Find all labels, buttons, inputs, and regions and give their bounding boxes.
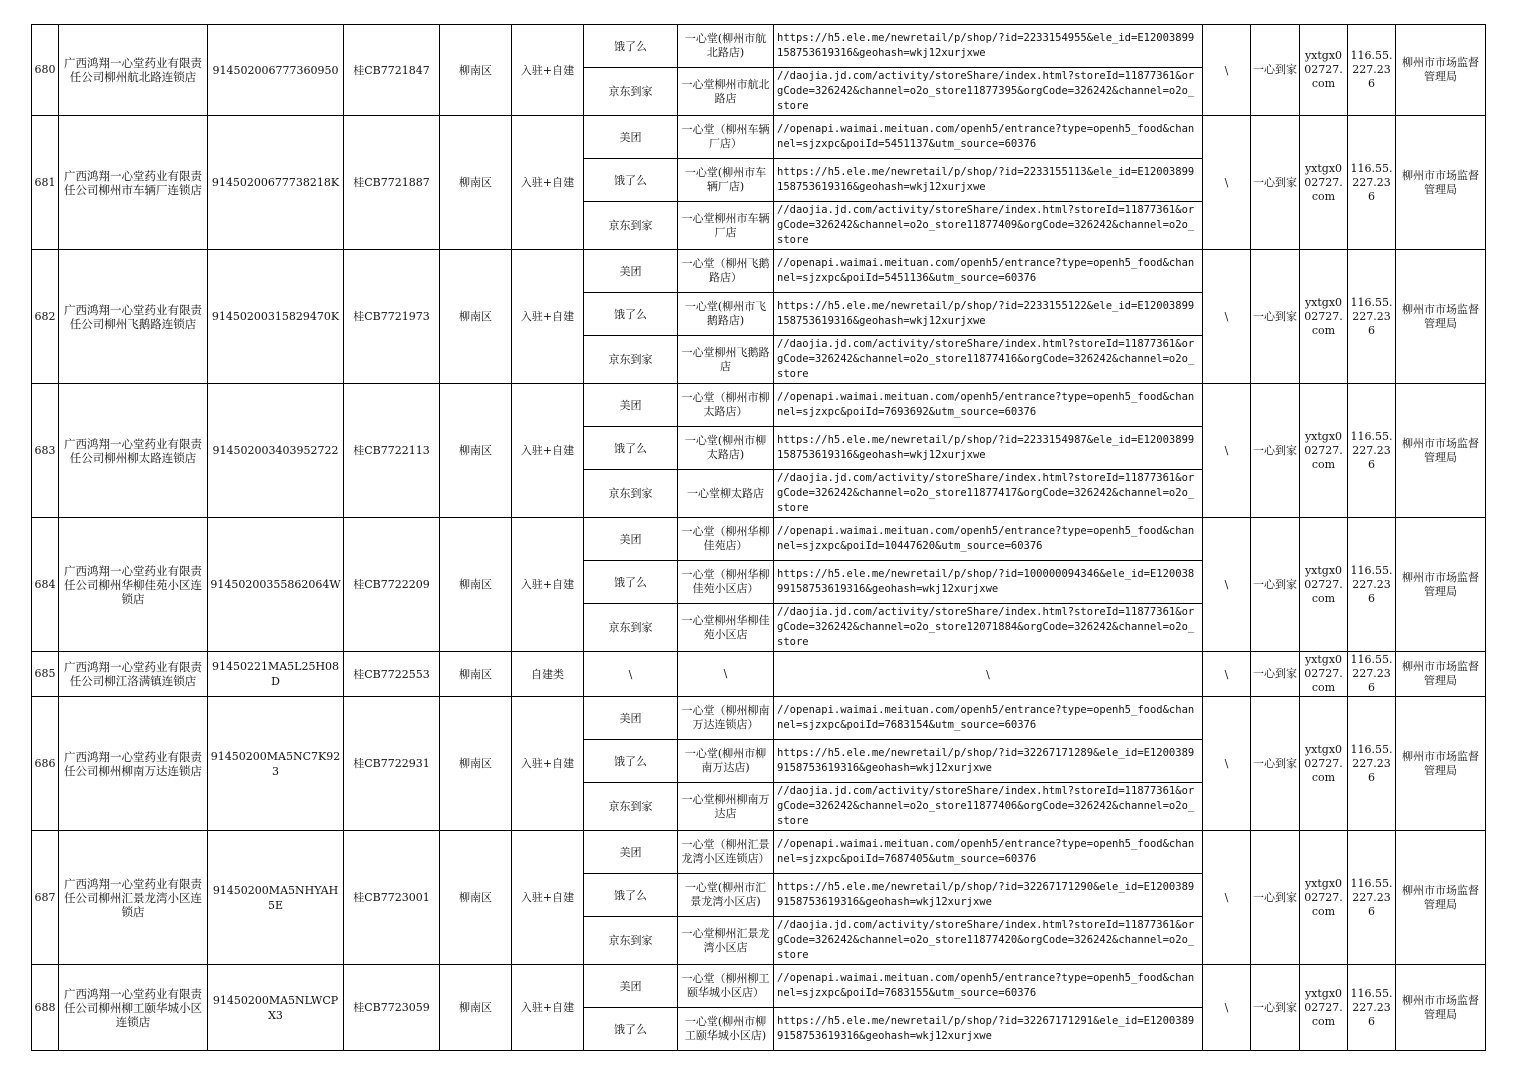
ip-address-cell: 116.55.227.236 [1348, 518, 1396, 652]
slash-cell: \ [1203, 250, 1251, 384]
store-url-cell: \ [774, 652, 1203, 697]
authority-cell: 柳州市市场监督管理局 [1396, 652, 1486, 697]
company-name-cell: 广西鸿翔一心堂药业有限责任公司柳州华柳佳苑小区连锁店 [59, 518, 208, 652]
district-cell: 柳南区 [440, 965, 512, 1051]
store-name-cell: \ [678, 652, 774, 697]
store-url-cell: https://h5.ele.me/newretail/p/shop/?id=2233155113&ele_id=E12003899158753619316&geohash=wkj12xurjxwe [774, 159, 1203, 202]
table-row [32, 965, 1486, 1008]
store-url-cell: https://h5.ele.me/newretail/p/shop/?id=32267171289&ele_id=E12003899158753619316&geohash=wkj12xurjxwe [774, 740, 1203, 783]
store-url-cell: https://h5.ele.me/newretail/p/shop/?id=2233154987&ele_id=E12003899158753619316&geohash=wkj12xurjxwe [774, 427, 1203, 470]
row-number-cell: 685 [32, 652, 59, 697]
table-row [32, 25, 1486, 68]
platform-cell: 美团 [584, 697, 678, 740]
store-url-cell: //openapi.waimai.meituan.com/openh5/entrance?type=openh5_food&channel=sjzxpc&poiId=7693692&utm_source=60376 [774, 384, 1203, 427]
store-url-cell: //openapi.waimai.meituan.com/openh5/entrance?type=openh5_food&channel=sjzxpc&poiId=7687405&utm_source=60376 [774, 831, 1203, 874]
license-number-cell: 桂CB7722931 [344, 697, 440, 831]
store-url-cell: https://h5.ele.me/newretail/p/shop/?id=2233155122&ele_id=E12003899158753619316&geohash=wkj12xurjxwe [774, 293, 1203, 336]
row-number-cell: 680 [32, 25, 59, 116]
authority-cell: 柳州市市场监督管理局 [1396, 831, 1486, 965]
company-name-cell: 广西鸿翔一心堂药业有限责任公司柳州飞鹅路连锁店 [59, 250, 208, 384]
platform-cell: 美团 [584, 518, 678, 561]
app-name-cell: 一心到家 [1251, 25, 1300, 116]
store-name-cell: 一心堂柳太路店 [678, 470, 774, 518]
table-row [32, 652, 1486, 697]
slash-cell: \ [1203, 518, 1251, 652]
platform-cell: 饿了么 [584, 561, 678, 604]
store-url-cell: https://h5.ele.me/newretail/p/shop/?id=32267171290&ele_id=E12003899158753619316&geohash=wkj12xurjxwe [774, 874, 1203, 917]
platform-cell: 京东到家 [584, 917, 678, 965]
license-number-cell: 桂CB7722113 [344, 384, 440, 518]
table-row [32, 518, 1486, 561]
operation-mode-cell: 入驻+自建 [512, 518, 584, 652]
store-url-cell: https://h5.ele.me/newretail/p/shop/?id=2233154955&ele_id=E12003899158753619316&geohash=wkj12xurjxwe [774, 25, 1203, 68]
credit-code-cell: 91450200MA5NC7K923 [208, 697, 344, 831]
domain-cell: yxtgx002727.com [1300, 518, 1348, 652]
store-name-cell: 一心堂（柳州柳南万达连锁店） [678, 697, 774, 740]
company-name-cell: 广西鸿翔一心堂药业有限责任公司柳州柳工颐华城小区连锁店 [59, 965, 208, 1051]
operation-mode-cell: 入驻+自建 [512, 250, 584, 384]
store-url-cell: //daojia.jd.com/activity/storeShare/index.html?storeId=11877361&orgCode=326242&channel=o2o_store11877395&orgCode=326242&channel=o2o_store [774, 68, 1203, 116]
district-cell: 柳南区 [440, 831, 512, 965]
credit-code-cell: 91450200677738218K [208, 116, 344, 250]
store-url-cell: //daojia.jd.com/activity/storeShare/index.html?storeId=11877361&orgCode=326242&channel=o2o_store12071884&orgCode=326242&channel=o2o_store [774, 604, 1203, 652]
license-number-cell: 桂CB7721887 [344, 116, 440, 250]
operation-mode-cell: 入驻+自建 [512, 965, 584, 1051]
authority-cell: 柳州市市场监督管理局 [1396, 116, 1486, 250]
platform-cell: 饿了么 [584, 159, 678, 202]
license-number-cell: 桂CB7722553 [344, 652, 440, 697]
store-name-cell: 一心堂（柳州汇景龙湾小区连锁店） [678, 831, 774, 874]
store-url-cell: //openapi.waimai.meituan.com/openh5/entrance?type=openh5_food&channel=sjzxpc&poiId=7683154&utm_source=60376 [774, 697, 1203, 740]
authority-cell: 柳州市市场监督管理局 [1396, 250, 1486, 384]
license-number-cell: 桂CB7723059 [344, 965, 440, 1051]
store-url-cell: //openapi.waimai.meituan.com/openh5/entrance?type=openh5_food&channel=sjzxpc&poiId=7683155&utm_source=60376 [774, 965, 1203, 1008]
license-number-cell: 桂CB7721973 [344, 250, 440, 384]
domain-cell: yxtgx002727.com [1300, 250, 1348, 384]
operation-mode-cell: 自建类 [512, 652, 584, 697]
platform-cell: 美团 [584, 384, 678, 427]
row-number-cell: 682 [32, 250, 59, 384]
credit-code-cell: 91450200MA5NHYAH5E [208, 831, 344, 965]
ip-address-cell: 116.55.227.236 [1348, 250, 1396, 384]
platform-cell: \ [584, 652, 678, 697]
domain-cell: yxtgx002727.com [1300, 25, 1348, 116]
authority-cell: 柳州市市场监督管理局 [1396, 518, 1486, 652]
store-url-cell: //openapi.waimai.meituan.com/openh5/entrance?type=openh5_food&channel=sjzxpc&poiId=5451136&utm_source=60376 [774, 250, 1203, 293]
domain-cell: yxtgx002727.com [1300, 697, 1348, 831]
store-name-cell: 一心堂（柳州华柳佳苑小区店） [678, 561, 774, 604]
store-name-cell: 一心堂柳州市车辆厂店 [678, 202, 774, 250]
domain-cell: yxtgx002727.com [1300, 384, 1348, 518]
platform-cell: 美团 [584, 116, 678, 159]
store-url-cell: //openapi.waimai.meituan.com/openh5/entrance?type=openh5_food&channel=sjzxpc&poiId=5451137&utm_source=60376 [774, 116, 1203, 159]
operation-mode-cell: 入驻+自建 [512, 384, 584, 518]
app-name-cell: 一心到家 [1251, 250, 1300, 384]
platform-cell: 美团 [584, 250, 678, 293]
platform-cell: 饿了么 [584, 293, 678, 336]
store-name-cell: 一心堂(柳州市柳工颐华城小区店) [678, 1008, 774, 1051]
store-name-cell: 一心堂(柳州市柳太路店) [678, 427, 774, 470]
domain-cell: yxtgx002727.com [1300, 116, 1348, 250]
store-name-cell: 一心堂(柳州市车辆厂店) [678, 159, 774, 202]
operation-mode-cell: 入驻+自建 [512, 25, 584, 116]
slash-cell: \ [1203, 652, 1251, 697]
store-name-cell: 一心堂（柳州飞鹅路店） [678, 250, 774, 293]
domain-cell: yxtgx002727.com [1300, 652, 1348, 697]
ip-address-cell: 116.55.227.236 [1348, 384, 1396, 518]
operation-mode-cell: 入驻+自建 [512, 831, 584, 965]
slash-cell: \ [1203, 25, 1251, 116]
district-cell: 柳南区 [440, 518, 512, 652]
district-cell: 柳南区 [440, 250, 512, 384]
ip-address-cell: 116.55.227.236 [1348, 652, 1396, 697]
ip-address-cell: 116.55.227.236 [1348, 116, 1396, 250]
platform-cell: 京东到家 [584, 68, 678, 116]
company-name-cell: 广西鸿翔一心堂药业有限责任公司柳州柳太路连锁店 [59, 384, 208, 518]
authority-cell: 柳州市市场监督管理局 [1396, 384, 1486, 518]
store-url-cell: //daojia.jd.com/activity/storeShare/index.html?storeId=11877361&orgCode=326242&channel=o2o_store11877417&orgCode=326242&channel=o2o_store [774, 470, 1203, 518]
store-url-cell: //daojia.jd.com/activity/storeShare/index.html?storeId=11877361&orgCode=326242&channel=o2o_store11877416&orgCode=326242&channel=o2o_store [774, 336, 1203, 384]
company-name-cell: 广西鸿翔一心堂药业有限责任公司柳州汇景龙湾小区连锁店 [59, 831, 208, 965]
license-number-cell: 桂CB7722209 [344, 518, 440, 652]
table-row [32, 697, 1486, 740]
platform-cell: 京东到家 [584, 604, 678, 652]
platform-cell: 京东到家 [584, 202, 678, 250]
platform-cell: 美团 [584, 831, 678, 874]
store-name-cell: 一心堂柳州市航北路店 [678, 68, 774, 116]
slash-cell: \ [1203, 116, 1251, 250]
ip-address-cell: 116.55.227.236 [1348, 697, 1396, 831]
slash-cell: \ [1203, 384, 1251, 518]
platform-cell: 京东到家 [584, 336, 678, 384]
slash-cell: \ [1203, 697, 1251, 831]
credit-code-cell: 914502003403952722 [208, 384, 344, 518]
store-registry-table [31, 24, 1486, 1051]
credit-code-cell: 91450200315829470K [208, 250, 344, 384]
ip-address-cell: 116.55.227.236 [1348, 831, 1396, 965]
store-name-cell: 一心堂（柳州车辆厂店） [678, 116, 774, 159]
store-name-cell: 一心堂（柳州市柳太路店） [678, 384, 774, 427]
row-number-cell: 687 [32, 831, 59, 965]
row-number-cell: 688 [32, 965, 59, 1051]
operation-mode-cell: 入驻+自建 [512, 116, 584, 250]
store-url-cell: //daojia.jd.com/activity/storeShare/index.html?storeId=11877361&orgCode=326242&channel=o2o_store11877420&orgCode=326242&channel=o2o_store [774, 917, 1203, 965]
store-url-cell: //openapi.waimai.meituan.com/openh5/entrance?type=openh5_food&channel=sjzxpc&poiId=10447620&utm_source=60376 [774, 518, 1203, 561]
store-name-cell: 一心堂(柳州市汇景龙湾小区店) [678, 874, 774, 917]
table-body [32, 25, 1486, 1051]
credit-code-cell: 91450221MA5L25H08D [208, 652, 344, 697]
row-number-cell: 686 [32, 697, 59, 831]
store-url-cell: https://h5.ele.me/newretail/p/shop/?id=32267171291&ele_id=E12003899158753619316&geohash=wkj12xurjxwe [774, 1008, 1203, 1051]
store-name-cell: 一心堂（柳州华柳佳苑店） [678, 518, 774, 561]
store-name-cell: 一心堂（柳州柳工颐华城小区店） [678, 965, 774, 1008]
platform-cell: 美团 [584, 965, 678, 1008]
district-cell: 柳南区 [440, 116, 512, 250]
app-name-cell: 一心到家 [1251, 116, 1300, 250]
store-name-cell: 一心堂(柳州市航北路店) [678, 25, 774, 68]
store-name-cell: 一心堂(柳州市飞鹅路店) [678, 293, 774, 336]
authority-cell: 柳州市市场监督管理局 [1396, 965, 1486, 1051]
store-name-cell: 一心堂柳州华柳佳苑小区店 [678, 604, 774, 652]
operation-mode-cell: 入驻+自建 [512, 697, 584, 831]
platform-cell: 饿了么 [584, 874, 678, 917]
ip-address-cell: 116.55.227.236 [1348, 965, 1396, 1051]
credit-code-cell: 91450200355862064W [208, 518, 344, 652]
store-name-cell: 一心堂柳州飞鹅路店 [678, 336, 774, 384]
district-cell: 柳南区 [440, 25, 512, 116]
domain-cell: yxtgx002727.com [1300, 831, 1348, 965]
license-number-cell: 桂CB7723001 [344, 831, 440, 965]
app-name-cell: 一心到家 [1251, 965, 1300, 1051]
store-url-cell: //daojia.jd.com/activity/storeShare/index.html?storeId=11877361&orgCode=326242&channel=o2o_store11877406&orgCode=326242&channel=o2o_store [774, 783, 1203, 831]
table-row [32, 250, 1486, 293]
row-number-cell: 683 [32, 384, 59, 518]
platform-cell: 京东到家 [584, 470, 678, 518]
company-name-cell: 广西鸿翔一心堂药业有限责任公司柳州柳南万达连锁店 [59, 697, 208, 831]
platform-cell: 饿了么 [584, 427, 678, 470]
district-cell: 柳南区 [440, 384, 512, 518]
row-number-cell: 681 [32, 116, 59, 250]
credit-code-cell: 91450200MA5NLWCPX3 [208, 965, 344, 1051]
slash-cell: \ [1203, 831, 1251, 965]
platform-cell: 饿了么 [584, 1008, 678, 1051]
store-url-cell: //daojia.jd.com/activity/storeShare/index.html?storeId=11877361&orgCode=326242&channel=o2o_store11877409&orgCode=326242&channel=o2o_store [774, 202, 1203, 250]
platform-cell: 饿了么 [584, 25, 678, 68]
store-name-cell: 一心堂柳州汇景龙湾小区店 [678, 917, 774, 965]
credit-code-cell: 914502006777360950 [208, 25, 344, 116]
domain-cell: yxtgx002727.com [1300, 965, 1348, 1051]
platform-cell: 饿了么 [584, 740, 678, 783]
app-name-cell: 一心到家 [1251, 518, 1300, 652]
table-row [32, 384, 1486, 427]
district-cell: 柳南区 [440, 697, 512, 831]
company-name-cell: 广西鸿翔一心堂药业有限责任公司柳州航北路连锁店 [59, 25, 208, 116]
app-name-cell: 一心到家 [1251, 384, 1300, 518]
ip-address-cell: 116.55.227.236 [1348, 25, 1396, 116]
authority-cell: 柳州市市场监督管理局 [1396, 697, 1486, 831]
slash-cell: \ [1203, 965, 1251, 1051]
table-row [32, 116, 1486, 159]
authority-cell: 柳州市市场监督管理局 [1396, 25, 1486, 116]
store-name-cell: 一心堂柳州柳南万达店 [678, 783, 774, 831]
company-name-cell: 广西鸿翔一心堂药业有限责任公司柳江洛满镇连锁店 [59, 652, 208, 697]
company-name-cell: 广西鸿翔一心堂药业有限责任公司柳州市车辆厂连锁店 [59, 116, 208, 250]
app-name-cell: 一心到家 [1251, 831, 1300, 965]
app-name-cell: 一心到家 [1251, 652, 1300, 697]
table-row [32, 831, 1486, 874]
license-number-cell: 桂CB7721847 [344, 25, 440, 116]
app-name-cell: 一心到家 [1251, 697, 1300, 831]
district-cell: 柳南区 [440, 652, 512, 697]
store-url-cell: https://h5.ele.me/newretail/p/shop/?id=100000094346&ele_id=E12003899158753619316&geohash=wkj12xurjxwe [774, 561, 1203, 604]
row-number-cell: 684 [32, 518, 59, 652]
platform-cell: 京东到家 [584, 783, 678, 831]
store-name-cell: 一心堂(柳州市柳南万达店) [678, 740, 774, 783]
